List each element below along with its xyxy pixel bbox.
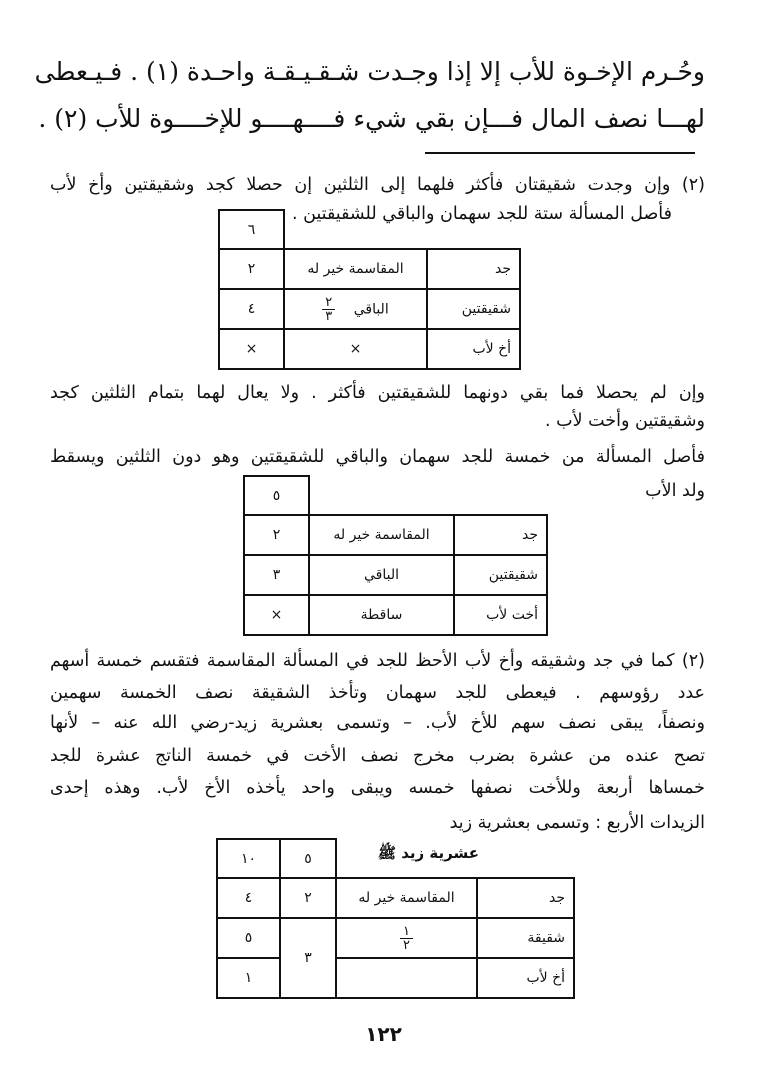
footnote2-line-6: الزيدات الأربع : وتسمى بعشرية زيد	[449, 813, 705, 833]
table3-heir-2: أخ لأب	[477, 958, 574, 998]
footnote2-line-5: خمساها أربعة وللأخت نصفها خمسه ويبقى واحد يأخذه الأخ لأب. وهذه إحدى	[50, 778, 705, 798]
main-text-line-1: وحُـرم الإخـوة للأب إلا إذا وجـدت شـقـيـقـة واحـدة (١) . فـيـعطى	[34, 57, 705, 86]
table1-portion-1: ٤	[219, 289, 284, 329]
table1-portion-0: ٢	[219, 249, 284, 289]
table2-base: ٥	[244, 476, 309, 515]
table1-base: ٦	[219, 210, 284, 249]
table2-share-1: الباقي	[309, 555, 454, 595]
footnote2-line-3: ونصفاً، يبقى نصف سهم للأخ لأب. – وتسمى بعشرية زيد-رضي الله عنه – لأنها	[50, 713, 705, 733]
table3-share-0: المقاسمة خير له	[336, 878, 477, 918]
table1-fraction	[322, 296, 335, 323]
inheritance-table-3	[216, 838, 575, 999]
table3-fraction-den: ٢	[403, 937, 410, 953]
footnote1-line-1: (٢) وإن وجدت شقيقتان فأكثر فلهما إلى الثلثين إن حصلا كجد وشقيقتين وأخ لأب	[50, 175, 705, 195]
footnote-separator	[425, 152, 695, 154]
table1-share-1	[284, 289, 427, 329]
table3-portion-0: ٢	[280, 878, 336, 918]
table3-heir-0: جد	[477, 878, 574, 918]
table2-share-2: ساقطة	[309, 595, 454, 635]
table2-share-0: المقاسمة خير له	[309, 515, 454, 555]
footnote2-line-2: عدد رؤوسهم . فيعطى للجد سهمان وتأخذ الشقيقة نصف الخمسة سهمين	[50, 683, 705, 703]
footnote2-line-1: (٢) كما في جد وشقيقه وأخ لأب الأحظ للجد في المسألة المقاسمة فتقسم خمسة أسهم	[50, 651, 705, 671]
table1-heir-0: جد	[427, 249, 520, 289]
table3-base-large: ١٠	[217, 839, 280, 878]
table3-merged-portion: ٣	[280, 918, 336, 998]
paragraph2-line-4: ولد الأب	[645, 481, 705, 501]
table2-portion-0: ٢	[244, 515, 309, 555]
paragraph2-line-1: وإن لم يحصلا فما بقي دونهما للشقيقتين فأكثر . ولا يعال لهما بتمام الثلثين كجد	[50, 383, 705, 403]
page-number: ١٢٢	[365, 1022, 402, 1046]
table3-fraction-num: ١	[400, 925, 413, 939]
footnote1-line-2: فأصل المسألة ستة للجد سهمان والباقي للشقيقتين .	[291, 204, 672, 224]
table1-portion-2: ×	[219, 329, 284, 369]
table3-fraction	[400, 925, 413, 952]
inheritance-table-2	[243, 475, 548, 636]
table3-final-1: ٥	[217, 918, 280, 958]
table1-fraction-num: ٢	[322, 296, 335, 310]
table2-heir-1: شقيقتين	[454, 555, 547, 595]
table1-share-label: الباقي	[353, 301, 389, 317]
table2-portion-1: ٣	[244, 555, 309, 595]
table1-share-0: المقاسمة خير له	[284, 249, 427, 289]
table1-share-2: ×	[284, 329, 427, 369]
table1-heir-1: شقيقتين	[427, 289, 520, 329]
table1-heir-2: أخ لأب	[427, 329, 520, 369]
table2-heir-2: أخت لأب	[454, 595, 547, 635]
table3-heir-1: شقيقة	[477, 918, 574, 958]
table3-share-2	[336, 958, 477, 998]
table3-caption: عشرية زيد ﷺ	[377, 844, 479, 862]
paragraph2-line-2: وشقيقتين وأخت لأب .	[544, 411, 705, 431]
table1-fraction-den: ٣	[325, 308, 333, 324]
table2-heir-0: جد	[454, 515, 547, 555]
footnote2-line-4: تصح عنده من عشرة بضرب مخرج نصف الأخت في خمسة الناتج عشرة للجد	[50, 746, 705, 766]
table2-portion-2: ×	[244, 595, 309, 635]
inheritance-table-1	[218, 209, 521, 370]
table3-final-0: ٤	[217, 878, 280, 918]
table3-share-1	[336, 918, 477, 958]
table3-final-2: ١	[217, 958, 280, 998]
table3-base-small: ٥	[280, 839, 336, 878]
main-text-line-2: لهـــا نصف المال فـــإن بقي شيء فــــهــــو للإخــــوة للأب (٢) .	[38, 104, 705, 133]
paragraph2-line-3: فأصل المسألة من خمسة للجد سهمان والباقي للشقيقتين وهو دون الثلثين ويسقط	[50, 447, 705, 467]
